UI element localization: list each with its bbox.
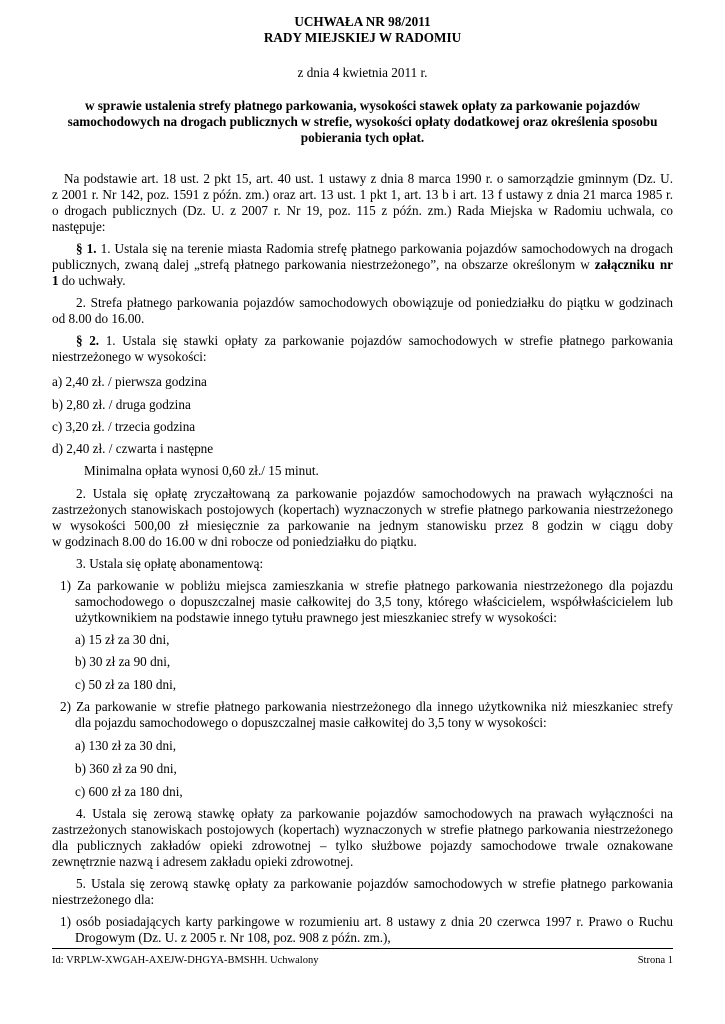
subscription-rate: c) 50 zł za 180 dni, [75, 677, 177, 692]
section-2-paragraph-2: zastrzeżonych stanowiskach postojowych (kopertach) wyznaczonych w strefie płatnego parkowania niestrzeżonego [52, 502, 673, 517]
section-2-paragraph-2: 2. Ustala się opłatę zryczałtowaną za parkowanie pojazdów samochodowych na prawach wyłączności na [76, 486, 673, 501]
resolution-date: z dnia 4 kwietnia 2011 r. [297, 65, 428, 80]
section-2-paragraph-3: 3. Ustala się opłatę abonamentową: [76, 556, 264, 571]
attachment-reference: 1 [52, 273, 59, 288]
subscription-item-1: użytkownikiem na podstawie innego tytułu prawnego jest mieszkaniec strefy w wysokości: [75, 610, 557, 625]
document-id: Id: VRPLW-XWGAH-AXEJW-DHGYA-BMSHH. Uchwalony [52, 955, 319, 966]
section-1-paragraph-2: 2. Strefa płatnego parkowania pojazdów samochodowych obowiązuje od poniedziałku do piątku w godzinach [76, 295, 673, 310]
subscription-rate: b) 30 zł za 90 dni, [75, 654, 171, 669]
subscription-rate: a) 130 zł za 30 dni, [75, 738, 177, 753]
subject-line: w sprawie ustalenia strefy płatnego parkowania, wysokości stawek opłaty za parkowanie pojazdów [84, 98, 641, 113]
section-mark: § 1. [76, 241, 97, 256]
subscription-rate: a) 15 zł za 30 dni, [75, 632, 170, 647]
subscription-item-2: dla pojazdu samochodowego o dopuszczalnej masie całkowitej do 3,5 tony w wysokości: [75, 715, 547, 730]
subscription-rate: c) 600 zł za 180 dni, [75, 784, 183, 799]
section-2-paragraph-4: dla publicznych zakładów opieki zdrowotnej – tylko służbowe pojazdy samochodowe trwale oznakowane [52, 838, 673, 853]
subscription-item-1: 1) Za parkowanie w pobliżu miejsca zamieszkania w strefie płatnego parkowania niestrzeżonego dla pojazdu [60, 578, 673, 593]
exemption-item-1: 1) osób posiadających karty parkingowe w rozumieniu art. 8 ustawy z dnia 20 czerwca 1997 r. Prawo o Ruchu [60, 914, 673, 929]
preamble-line: z 2001 r. Nr 142, poz. 1591 z późn. zm.) oraz art. 13 ust. 1 pkt 1, art. 13 b i art. 13 f ustawy z dnia 21 marca 1985 r. [52, 187, 673, 202]
attachment-reference: załączniku nr [594, 257, 674, 272]
section-2-paragraph-1: § 2. 1. Ustala się stawki opłaty za parkowanie pojazdów samochodowych w strefie płatnego parkowania [76, 333, 674, 348]
council-name: RADY MIEJSKIEJ W RADOMIU [263, 30, 462, 45]
rate-item: a) 2,40 zł. / pierwsza godzina [52, 374, 207, 389]
subscription-item-2: 2) Za parkowanie w strefie płatnego parkowania niestrzeżonego dla innego użytkownika niż mieszkaniec strefy [60, 699, 673, 714]
minimum-fee: Minimalna opłata wynosi 0,60 zł./ 15 minut. [84, 463, 319, 478]
section-1-paragraph-1: publicznych, zwaną dalej „strefą płatnego parkowania niestrzeżonego”, na obszarze określonym w załączniku nr [52, 257, 674, 272]
section-2-paragraph-4: 4. Ustala się zerową stawkę opłaty za parkowanie pojazdów samochodowych na prawach wyłączności na [76, 806, 673, 821]
preamble-line: o drogach publicznych (Dz. U. z 2007 r. Nr 19, poz. 115 z późn. zm.) Rada Miejska w Radomiu uchwala, co [52, 203, 673, 218]
section-2-paragraph-1: niestrzeżonego w wysokości: [52, 349, 207, 364]
section-1-paragraph-1: 1 do uchwały. [52, 273, 126, 288]
preamble-line: Na podstawie art. 18 ust. 2 pkt 15, art. 40 ust. 1 ustawy z dnia 8 marca 1990 r. o samorządzie gminnym (Dz. U. [64, 171, 673, 186]
section-2-paragraph-4: zastrzeżonych stanowiskach postojowych (kopertach) wyznaczonych w strefie płatnego parkowania niestrzeżonego [52, 822, 673, 837]
section-mark: § 2. [76, 333, 100, 348]
section-1-paragraph-1: § 1. 1. Ustala się na terenie miasta Radomia strefę płatnego parkowania pojazdów samochodowych na drogach [76, 241, 673, 256]
footer-divider [52, 948, 673, 949]
exemption-item-1: Drogowym (Dz. U. z 2005 r. Nr 108, poz. 908 z późn. zm.), [75, 930, 391, 945]
subscription-item-1: samochodowego o dopuszczalnej masie całkowitej do 3,5 tony, którego właścicielem, współwłaścicielem lub [75, 594, 673, 609]
section-2-paragraph-2: w wysokości 500,00 zł miesięcznie za parkowanie na jednym stanowisku przez 8 godzin w ciągu doby [52, 518, 673, 533]
subject-line: samochodowych na drogach publicznych w strefie, wysokości opłaty dodatkowej oraz określenia sposobu [67, 114, 658, 129]
resolution-number: UCHWAŁA NR 98/2011 [294, 14, 431, 29]
page-number: Strona 1 [637, 955, 673, 966]
preamble-line: następuje: [52, 219, 106, 234]
subject-line: pobierania tych opłat. [300, 130, 425, 145]
section-1-paragraph-2: od 8.00 do 16.00. [52, 311, 145, 326]
rate-item: c) 3,20 zł. / trzecia godzina [52, 419, 196, 434]
section-2-paragraph-2: w godzinach 8.00 do 16.00 w dni robocze od poniedziałku do piątku. [52, 534, 417, 549]
rate-item: d) 2,40 zł. / czwarta i następne [52, 441, 214, 456]
subscription-rate: b) 360 zł za 90 dni, [75, 761, 177, 776]
section-2-paragraph-5: niestrzeżonego dla: [52, 892, 155, 907]
section-2-paragraph-4: zewnętrznie nazwą i adresem zakładu opieki zdrowotnej. [52, 854, 354, 869]
section-2-paragraph-5: 5. Ustala się zerową stawkę opłaty za parkowanie pojazdów samochodowych w strefie płatnego parkowania [76, 876, 673, 891]
rate-item: b) 2,80 zł. / druga godzina [52, 397, 191, 412]
